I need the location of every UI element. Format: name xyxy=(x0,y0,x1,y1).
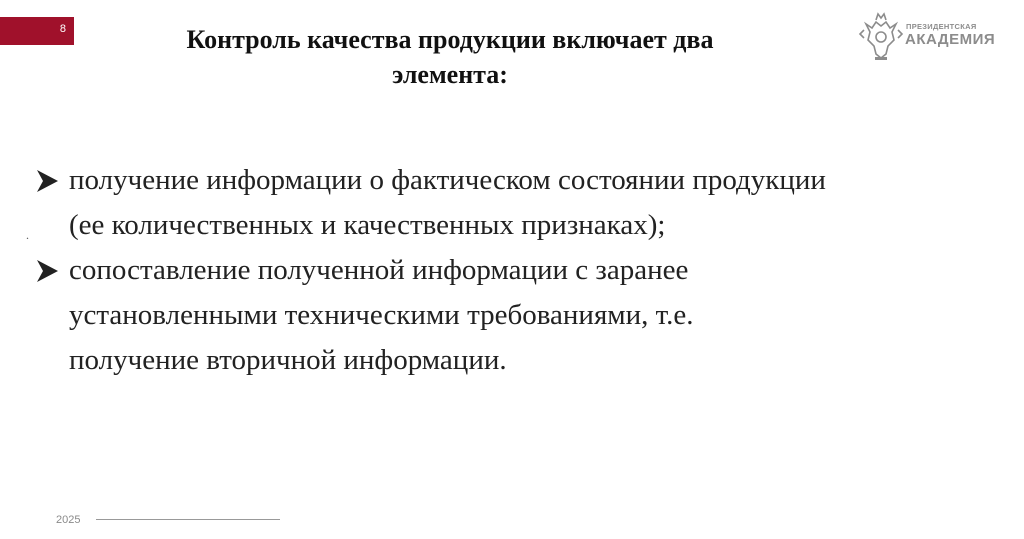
slide-title-line-2: элемента: xyxy=(392,60,508,89)
double-headed-eagle-emblem-icon xyxy=(858,10,904,62)
bullet-item-2 xyxy=(34,248,1024,383)
slide-number-badge xyxy=(0,17,74,45)
logo-text-line-2: АКАДЕМИЯ xyxy=(905,31,996,48)
bullet-1-line-2: (ее количественных и качественных признаках); xyxy=(69,209,666,241)
bullet-item-1 xyxy=(34,158,1024,248)
footer-year: 2025 xyxy=(56,514,81,526)
bullet-2-line-2: установленными техническими требованиями, т.е. xyxy=(69,299,694,331)
bullet-2-line-1: сопоставление полученной информации с заранее xyxy=(69,254,689,286)
arrow-bullet-icon xyxy=(34,248,64,293)
bullet-list xyxy=(34,158,1024,383)
slide-title-line-1: Контроль качества продукции включает два xyxy=(186,25,714,54)
logo-text-line-1: ПРЕЗИДЕНТСКАЯ xyxy=(906,22,977,31)
footer-divider xyxy=(96,519,280,520)
bullet-2-line-3: получение вторичной информации. xyxy=(69,344,507,376)
stray-dot-mark: . xyxy=(26,228,29,242)
arrow-bullet-icon xyxy=(34,158,64,203)
slide-number: 8 xyxy=(59,23,66,35)
slide-title xyxy=(100,22,800,92)
bullet-1-line-1: получение информации о фактическом состоянии продукции xyxy=(69,164,826,196)
presidential-academy-logo xyxy=(858,10,1008,65)
